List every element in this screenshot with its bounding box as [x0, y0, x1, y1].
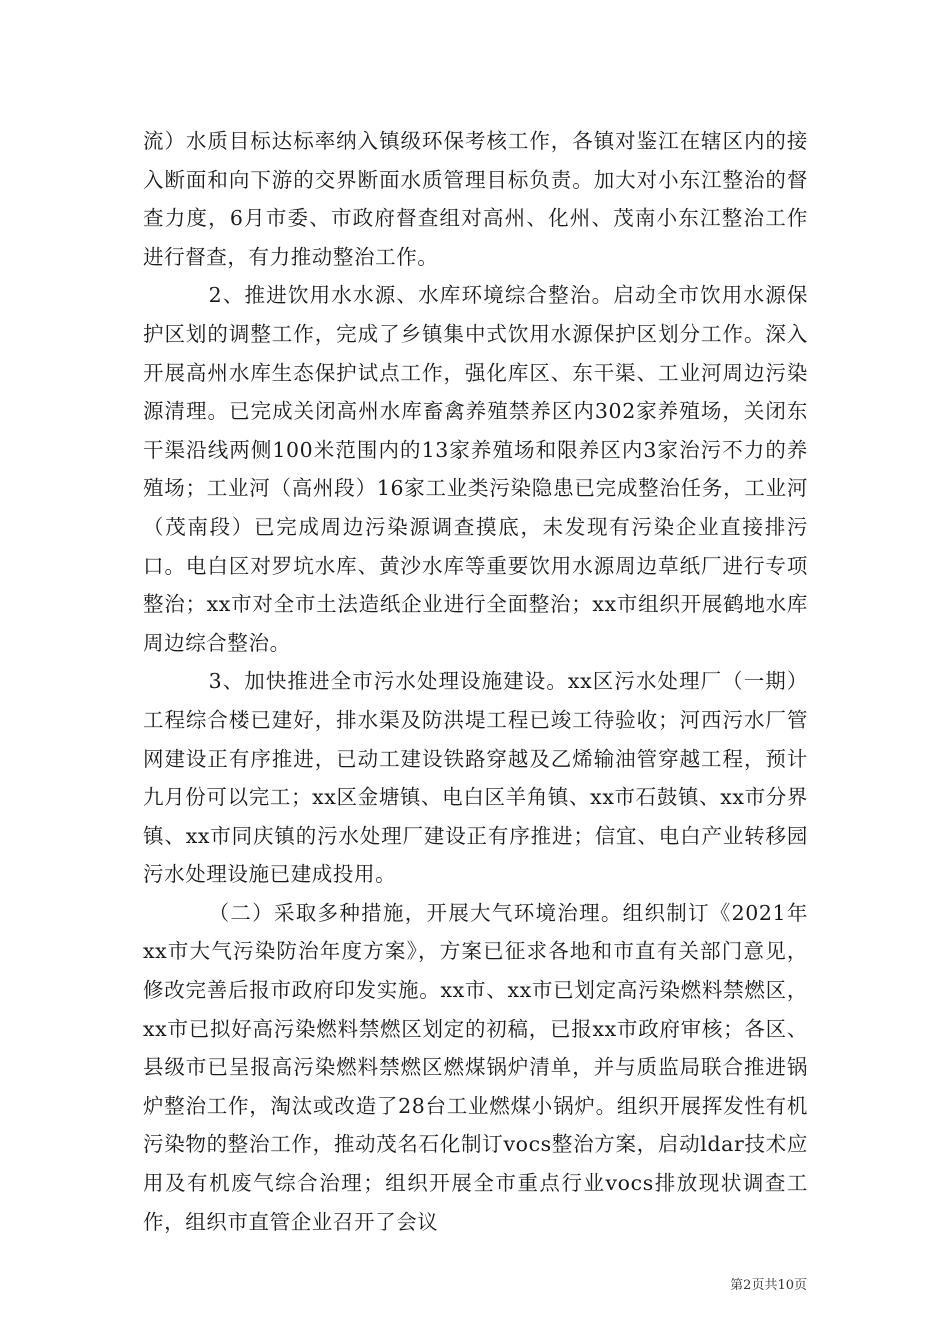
paragraph-air-environment: （二）采取多种措施，开展大气环境治理。组织制订《2021年xx市大气污染防治年度方案》，方案已征求各地和市直有关部门意见，修改完善后报市政府印发实施。xx市、xx市已划定高污染燃料禁燃区，xx市已拟好高污染燃料禁燃区划定的初稿，已报xx市政府审核；各区、县级市已呈报高污染燃料禁燃区燃煤锅炉清单，并与质监局联合推进锅炉整治工作，淘汰或改造了28台工业燃煤小锅炉。组织开展挥发性有机污染物的整治工作，推动茂名石化制订vocs整治方案，启动ldar技术应用及有机废气综合治理；组织开展全市重点行业vocs排放现状调查工作，组织市直管企业召开了会议	[143, 900, 808, 1234]
page-number: 第2页共10页	[730, 1278, 807, 1293]
paragraph-water-quality-continuation: 流）水质目标达标率纳入镇级环保考核工作，各镇对鉴江在辖区内的接入断面和向下游的交界断面水质管理目标负责。加大对小东江整治的督查力度，6月市委、市政府督查组对高州、化州、茂南小东江整治工作进行督查，有力推动整治工作。	[143, 129, 808, 269]
document-body	[143, 122, 808, 1241]
page-footer	[0, 1274, 950, 1293]
paragraph-drinking-water-source: 2、推进饮用水水源、水库环境综合整治。启动全市饮用水源保护区划的调整工作，完成了乡镇集中式饮用水源保护区划分工作。深入开展高州水库生态保护试点工作，强化库区、东干渠、工业河周边污染源清理。已完成关闭高州水库畜禽养殖禁养区内302家养殖场，关闭东干渠沿线两侧100米范围内的13家养殖场和限养区内3家治污不力的养殖场；工业河（高州段）16家工业类污染隐患已完成整治任务，工业河（茂南段）已完成周边污染源调查摸底，未发现有污染企业直接排污口。电白区对罗坑水库、黄沙水库等重要饮用水源周边草纸厂进行专项整治；xx市对全市土法造纸企业进行全面整治；xx市组织开展鹤地水库周边综合整治。	[143, 283, 808, 655]
paragraph-sewage-treatment: 3、加快推进全市污水处理设施建设。xx区污水处理厂（一期）工程综合楼已建好，排水渠及防洪堤工程已竣工待验收；河西污水厂管网建设正有序推进，已动工建设铁路穿越及乙烯输油管穿越工程，预计九月份可以完工；xx区金塘镇、电白区羊角镇、xx市石鼓镇、xx市分界镇、xx市同庆镇的污水处理厂建设正有序推进；信宜、电白产业转移园污水处理设施已建成投用。	[143, 669, 809, 887]
